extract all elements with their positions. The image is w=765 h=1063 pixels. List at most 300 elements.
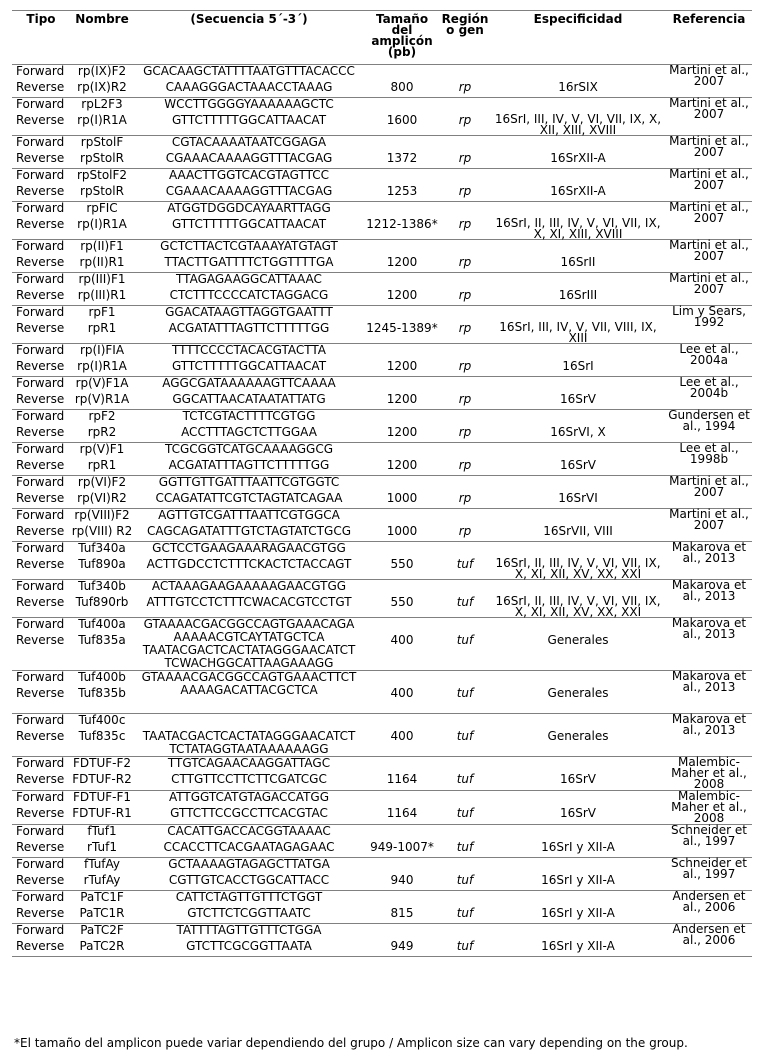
amplicon-size: 1600	[386, 113, 418, 127]
tipo-reverse: Reverse	[16, 729, 65, 743]
primer-name-forward: fTuf1	[87, 824, 117, 838]
cell-tamano	[364, 858, 440, 891]
tipo-forward: Forward	[16, 857, 65, 871]
sequence-forward: ACTAAAGAAGAAAAAGAACGTGG	[151, 579, 347, 593]
cell-referencia	[666, 791, 752, 825]
gene-region: rp	[458, 425, 472, 439]
primer-name-forward: rp(II)F1	[80, 239, 124, 253]
reference: Makarova et al., 2013	[671, 540, 747, 565]
specificity: 16SrVII, VIII	[543, 524, 613, 538]
cell-especificidad	[490, 618, 666, 671]
specificity: 16SrVI, X	[550, 425, 606, 439]
specificity: 16SrV	[559, 806, 597, 820]
table-row	[12, 410, 752, 443]
sequence-forward: GGACATAAGTTAGGTGAATTT	[165, 305, 333, 319]
sequence-reverse: TTACTTGATTTTCTGGTTTTGA	[164, 255, 334, 269]
primer-name-forward: rp(VI)F2	[77, 475, 127, 489]
primer-name-forward: rp(VIII)F2	[74, 508, 130, 522]
amplicon-size: 1200	[386, 392, 418, 406]
reference: Martini et al., 2007	[669, 238, 749, 263]
tipo-reverse: Reverse	[16, 458, 65, 472]
primer-name-reverse: PaTC2R	[79, 939, 125, 953]
reference: Martini et al., 2007	[669, 200, 749, 225]
header-region: Región o gen	[441, 12, 489, 37]
cell-secuencia	[134, 825, 364, 858]
tipo-reverse: Reverse	[16, 359, 65, 373]
primer-name-reverse: rTufAy	[83, 873, 121, 887]
table-row	[12, 542, 752, 580]
reference: Lee et al., 1998b	[679, 441, 739, 466]
cell-secuencia	[134, 273, 364, 306]
sequence-forward: AAACTTGGTCACGTAGTTCC	[168, 168, 330, 182]
cell-especificidad	[490, 891, 666, 924]
cell-especificidad	[490, 169, 666, 202]
tipo-reverse: Reverse	[16, 906, 65, 920]
sequence-forward: ATGGTDGGDCAYAARTTAGG	[167, 201, 331, 215]
table-row	[12, 618, 752, 671]
primer-name-reverse: rpStolR	[80, 184, 124, 198]
reference: Martini et al., 2007	[669, 63, 749, 88]
cell-secuencia	[134, 618, 364, 671]
primer-name-reverse: Tuf835c	[78, 729, 126, 743]
cell-nombre	[70, 714, 134, 757]
amplicon-size: 1164	[386, 772, 418, 786]
cell-tipo	[12, 858, 70, 891]
sequence-forward: ATTGGTCATGTAGACCATGG	[168, 790, 330, 804]
specificity: 16SrI y XII-A	[541, 840, 615, 854]
cell-secuencia	[134, 377, 364, 410]
gene-region: rp	[458, 80, 472, 94]
gene-region: tuf	[456, 939, 474, 953]
specificity: 16SrV	[559, 392, 597, 406]
tipo-reverse: Reverse	[16, 321, 65, 335]
specificity: 16SrI y XII-A	[541, 906, 615, 920]
primer-name-forward: rpL2F3	[81, 97, 123, 111]
cell-tipo	[12, 443, 70, 476]
specificity: 16SrVI	[558, 491, 598, 505]
table-row	[12, 306, 752, 344]
cell-especificidad	[490, 924, 666, 957]
tipo-forward: Forward	[16, 508, 65, 522]
reference: Martini et al., 2007	[669, 271, 749, 296]
sequence-reverse: GGCATTAACATAATATTATG	[172, 392, 326, 406]
cell-tamano	[364, 169, 440, 202]
tipo-forward: Forward	[16, 579, 65, 593]
table-row	[12, 476, 752, 509]
cell-nombre	[70, 202, 134, 240]
tipo-reverse: Reverse	[16, 772, 65, 786]
primer-name-forward: rpStolF2	[76, 168, 128, 182]
gene-region: tuf	[456, 686, 474, 700]
cell-tipo	[12, 509, 70, 542]
tipo-reverse: Reverse	[16, 491, 65, 505]
sequence-forward: TTAGAGAAGGCATTAAAC	[176, 272, 322, 286]
cell-secuencia	[134, 169, 364, 202]
sequence-reverse: ACGATATTTAGTTCTTTTTGG	[168, 321, 330, 335]
cell-tamano	[364, 65, 440, 98]
cell-secuencia	[134, 924, 364, 957]
cell-secuencia	[134, 443, 364, 476]
sequence-forward: CGTACAAAATAATCGGAGA	[171, 135, 327, 149]
specificity: 16SrI y XII-A	[541, 873, 615, 887]
cell-especificidad	[490, 580, 666, 618]
amplicon-size: 1245-1389*	[366, 321, 438, 335]
gene-region: rp	[458, 288, 472, 302]
reference: Martini et al., 2007	[669, 474, 749, 499]
cell-especificidad	[490, 476, 666, 509]
cell-secuencia	[134, 65, 364, 98]
tipo-forward: Forward	[16, 97, 65, 111]
cell-referencia	[666, 542, 752, 580]
cell-nombre	[70, 65, 134, 98]
cell-tipo	[12, 671, 70, 714]
primer-name-forward: Tuf340b	[78, 579, 126, 593]
sequence-reverse: GTTCTTTTTGGCATTAACAT	[171, 359, 327, 373]
sequence-reverse: CGAAACAAAAGGTTTACGAG	[165, 151, 333, 165]
cell-tamano	[364, 410, 440, 443]
reference: Makarova et al., 2013	[671, 616, 747, 641]
amplicon-size: 1200	[386, 288, 418, 302]
cell-referencia	[666, 273, 752, 306]
primer-name-reverse: rp(VIII) R2	[71, 524, 133, 538]
tipo-reverse: Reverse	[16, 840, 65, 854]
gene-region: tuf	[456, 840, 474, 854]
cell-referencia	[666, 169, 752, 202]
cell-tipo	[12, 273, 70, 306]
tipo-forward: Forward	[16, 409, 65, 423]
cell-region	[440, 825, 490, 858]
cell-secuencia	[134, 714, 364, 757]
sequence-forward: GTAAAACGACGGCCAGTGAAACAGA AAAAACGTCAYTATGCTCA	[143, 617, 355, 644]
cell-region	[440, 714, 490, 757]
cell-tamano	[364, 377, 440, 410]
sequence-forward: TTTTCCCCTACACGTACTTA	[171, 343, 327, 357]
primer-name-forward: rp(I)FIA	[79, 343, 125, 357]
cell-especificidad	[490, 202, 666, 240]
cell-nombre	[70, 891, 134, 924]
reference: Malembic-Maher et al., 2008	[671, 755, 747, 791]
gene-region: tuf	[456, 729, 474, 743]
table-row	[12, 757, 752, 791]
cell-nombre	[70, 671, 134, 714]
cell-nombre	[70, 858, 134, 891]
cell-tipo	[12, 169, 70, 202]
cell-nombre	[70, 240, 134, 273]
cell-especificidad	[490, 344, 666, 377]
cell-region	[440, 924, 490, 957]
tipo-forward: Forward	[16, 239, 65, 253]
primer-name-reverse: PaTC1R	[79, 906, 125, 920]
cell-region	[440, 618, 490, 671]
table-row	[12, 65, 752, 98]
table-row	[12, 240, 752, 273]
cell-especificidad	[490, 65, 666, 98]
cell-referencia	[666, 509, 752, 542]
sequence-forward: TCGCGGTCATGCAAAAGGCG	[164, 442, 334, 456]
specificity: 16SrI, III, IV, V, VII, VIII, IX, XIII	[499, 320, 657, 345]
cell-nombre	[70, 306, 134, 344]
cell-tipo	[12, 306, 70, 344]
tipo-forward: Forward	[16, 670, 65, 684]
cell-referencia	[666, 98, 752, 136]
cell-tamano	[364, 924, 440, 957]
primer-name-reverse: rp(V)R1A	[74, 392, 130, 406]
amplicon-size: 400	[390, 633, 414, 647]
tipo-reverse: Reverse	[16, 806, 65, 820]
sequence-reverse: CTCTTTCCCCATCTAGGACG	[169, 288, 329, 302]
amplicon-size: 940	[390, 873, 414, 887]
reference: Lee et al., 2004a	[679, 342, 739, 367]
tipo-forward: Forward	[16, 617, 65, 631]
gene-region: rp	[458, 151, 472, 165]
cell-especificidad	[490, 98, 666, 136]
specificity: Generales	[547, 633, 609, 647]
amplicon-size: 815	[390, 906, 414, 920]
cell-nombre	[70, 443, 134, 476]
cell-especificidad	[490, 136, 666, 169]
cell-especificidad	[490, 825, 666, 858]
tipo-reverse: Reverse	[16, 113, 65, 127]
cell-secuencia	[134, 410, 364, 443]
amplicon-size: 400	[390, 686, 414, 700]
primer-name-forward: rp(III)F1	[78, 272, 126, 286]
specificity: 16SrI y XII-A	[541, 939, 615, 953]
cell-referencia	[666, 410, 752, 443]
sequence-reverse: ACTTGDCCTCTTTCKACTCTACCAGT	[146, 557, 352, 571]
table-row	[12, 825, 752, 858]
reference: Makarova et al., 2013	[671, 712, 747, 737]
sequence-forward: AGTTGTCGATTTAATTCGTGGCA	[158, 508, 340, 522]
cell-nombre	[70, 98, 134, 136]
sequence-reverse: CTTGTTCCTTCTTCGATCGC	[171, 772, 327, 786]
amplicon-size: 1200	[386, 359, 418, 373]
specificity: 16SrI, II, III, IV, V, VI, VII, IX, X, XI, XIII, XVIII	[495, 216, 661, 241]
table-row	[12, 377, 752, 410]
tipo-forward: Forward	[16, 824, 65, 838]
cell-referencia	[666, 825, 752, 858]
amplicon-size: 949-1007*	[370, 840, 434, 854]
cell-secuencia	[134, 757, 364, 791]
primer-name-reverse: rp(I)R1A	[77, 217, 127, 231]
tipo-forward: Forward	[16, 201, 65, 215]
sequence-reverse: GTTCTTCCGCCTTCACGTAC	[170, 806, 328, 820]
cell-tipo	[12, 344, 70, 377]
primer-name-reverse: rp(IX)R2	[77, 80, 127, 94]
sequence-reverse: GTTCTTTTTGGCATTAACAT	[171, 113, 327, 127]
specificity: 16SrI, II, III, IV, V, VI, VII, IX, X, XI, XII, XV, XX, XXI	[495, 594, 661, 619]
cell-tipo	[12, 240, 70, 273]
gene-region: rp	[458, 491, 472, 505]
cell-referencia	[666, 858, 752, 891]
reference: Schneider et al., 1997	[671, 856, 747, 881]
cell-referencia	[666, 306, 752, 344]
sequence-forward: GCTCTTACTCGTAAAYATGTAGT	[160, 239, 338, 253]
specificity: Generales	[547, 686, 609, 700]
primer-name-reverse: Tuf890a	[78, 557, 126, 571]
table-row	[12, 202, 752, 240]
tipo-reverse: Reverse	[16, 939, 65, 953]
tipo-reverse: Reverse	[16, 255, 65, 269]
cell-tamano	[364, 476, 440, 509]
cell-referencia	[666, 240, 752, 273]
gene-region: rp	[458, 321, 472, 335]
sequence-forward: WCCTTGGGGYAAAAAAGCTC	[164, 97, 334, 111]
cell-region	[440, 344, 490, 377]
amplicon-size: 550	[390, 557, 414, 571]
primer-name-forward: Tuf400b	[78, 670, 126, 684]
reference: Andersen et al., 2006	[672, 922, 746, 947]
reference: Martini et al., 2007	[669, 167, 749, 192]
gene-region: tuf	[456, 633, 474, 647]
table-body	[12, 65, 752, 957]
cell-tamano	[364, 240, 440, 273]
gene-region: tuf	[456, 873, 474, 887]
primer-name-reverse: rp(II)R1	[79, 255, 125, 269]
gene-region: tuf	[456, 557, 474, 571]
footnote: *El tamaño del amplicon puede variar dependiendo del grupo / Amplicon size can vary depending on the group.	[14, 1036, 688, 1050]
cell-tamano	[364, 443, 440, 476]
tipo-reverse: Reverse	[16, 151, 65, 165]
cell-especificidad	[490, 714, 666, 757]
primer-name-forward: rpStolF	[80, 135, 124, 149]
cell-especificidad	[490, 306, 666, 344]
tipo-reverse: Reverse	[16, 595, 65, 609]
cell-referencia	[666, 202, 752, 240]
cell-tamano	[364, 791, 440, 825]
cell-nombre	[70, 509, 134, 542]
reference: Makarova et al., 2013	[671, 669, 747, 694]
primer-name-reverse: rpR1	[87, 321, 117, 335]
amplicon-size: 1000	[386, 524, 418, 538]
tipo-reverse: Reverse	[16, 184, 65, 198]
primer-name-reverse: rp(I)R1A	[77, 113, 127, 127]
specificity: 16SrI	[562, 359, 594, 373]
cell-secuencia	[134, 476, 364, 509]
header-secuencia: (Secuencia 5´-3´)	[190, 12, 308, 26]
cell-secuencia	[134, 858, 364, 891]
primer-name-forward: Tuf340a	[78, 541, 126, 555]
reference: Lim y Sears, 1992	[672, 304, 746, 329]
cell-tamano	[364, 891, 440, 924]
cell-referencia	[666, 757, 752, 791]
tipo-forward: Forward	[16, 890, 65, 904]
primer-name-forward: rp(V)F1	[79, 442, 125, 456]
cell-referencia	[666, 65, 752, 98]
specificity: 16rSIX	[558, 80, 598, 94]
sequence-forward: TATTTTAGTTGTTTCTGGA	[176, 923, 322, 937]
cell-referencia	[666, 618, 752, 671]
primer-name-forward: Tuf400c	[78, 713, 126, 727]
gene-region: tuf	[456, 595, 474, 609]
cell-tamano	[364, 825, 440, 858]
cell-secuencia	[134, 344, 364, 377]
cell-secuencia	[134, 240, 364, 273]
cell-nombre	[70, 618, 134, 671]
cell-tipo	[12, 825, 70, 858]
sequence-reverse: TAATACGACTCACTATAGGGAACATCT TCTATAGGTAATAAAAAAGG	[142, 729, 356, 756]
specificity: 16SrXII-A	[550, 184, 606, 198]
tipo-reverse: Reverse	[16, 392, 65, 406]
sequence-forward: GTAAAACGACGGCCAGTGAAACTTCT AAAAGACATTACGCTCA	[141, 670, 357, 697]
sequence-forward: CACATTGACCACGGTAAAAC	[167, 824, 331, 838]
specificity: 16SrV	[559, 458, 597, 472]
cell-tamano	[364, 273, 440, 306]
cell-tamano	[364, 202, 440, 240]
cell-region	[440, 757, 490, 791]
primer-name-forward: FDTUF-F1	[72, 790, 132, 804]
cell-region	[440, 509, 490, 542]
table-row	[12, 98, 752, 136]
reference: Makarova et al., 2013	[671, 578, 747, 603]
reference: Martini et al., 2007	[669, 507, 749, 532]
cell-referencia	[666, 344, 752, 377]
sequence-forward	[134, 714, 364, 730]
sequence-reverse: CCACCTTCACGAATAGAGAAC	[163, 840, 335, 854]
cell-especificidad	[490, 443, 666, 476]
table-row	[12, 791, 752, 825]
cell-region	[440, 671, 490, 714]
cell-tamano	[364, 671, 440, 714]
cell-referencia	[666, 924, 752, 957]
primer-name-reverse: rpR1	[87, 458, 117, 472]
cell-region	[440, 202, 490, 240]
cell-tipo	[12, 542, 70, 580]
tipo-forward: Forward	[16, 713, 65, 727]
cell-nombre	[70, 580, 134, 618]
sequence-forward: GGTTGTTGATTTAATTCGTGGTC	[158, 475, 340, 489]
cell-tamano	[364, 136, 440, 169]
reference: Malembic-Maher et al., 2008	[671, 789, 747, 825]
primer-name-forward: Tuf400a	[78, 617, 126, 631]
cell-nombre	[70, 924, 134, 957]
amplicon-size: 1000	[386, 491, 418, 505]
cell-especificidad	[490, 410, 666, 443]
primer-name-reverse: rpR2	[87, 425, 117, 439]
cell-especificidad	[490, 273, 666, 306]
cell-secuencia	[134, 202, 364, 240]
primer-name-forward: FDTUF-F2	[72, 756, 132, 770]
amplicon-size: 1200	[386, 255, 418, 269]
reference: Schneider et al., 1997	[671, 823, 747, 848]
cell-especificidad	[490, 791, 666, 825]
cell-secuencia	[134, 136, 364, 169]
sequence-forward: GCTCCTGAAGAAARAGAACGTGG	[152, 541, 346, 555]
cell-especificidad	[490, 671, 666, 714]
sequence-reverse: TAATACGACTCACTATAGGGAACATCT TCWACHGGCATTAAGAAAGG	[142, 643, 356, 670]
cell-region	[440, 98, 490, 136]
sequence-forward: AGGCGATAAAAAAGTTCAAAA	[162, 376, 336, 390]
cell-tamano	[364, 580, 440, 618]
tipo-forward: Forward	[16, 442, 65, 456]
amplicon-size: 400	[390, 729, 414, 743]
cell-tamano	[364, 306, 440, 344]
cell-referencia	[666, 377, 752, 410]
tipo-forward: Forward	[16, 168, 65, 182]
cell-nombre	[70, 273, 134, 306]
cell-region	[440, 136, 490, 169]
sequence-reverse: CGAAACAAAAGGTTTACGAG	[165, 184, 333, 198]
cell-referencia	[666, 891, 752, 924]
primer-name-forward: PaTC1F	[80, 890, 124, 904]
header-row	[12, 11, 752, 65]
tipo-forward: Forward	[16, 64, 65, 78]
primer-name-reverse: rTuf1	[87, 840, 117, 854]
cell-referencia	[666, 714, 752, 757]
table-row	[12, 509, 752, 542]
cell-secuencia	[134, 891, 364, 924]
amplicon-size: 1253	[386, 184, 418, 198]
specificity: Generales	[547, 729, 609, 743]
